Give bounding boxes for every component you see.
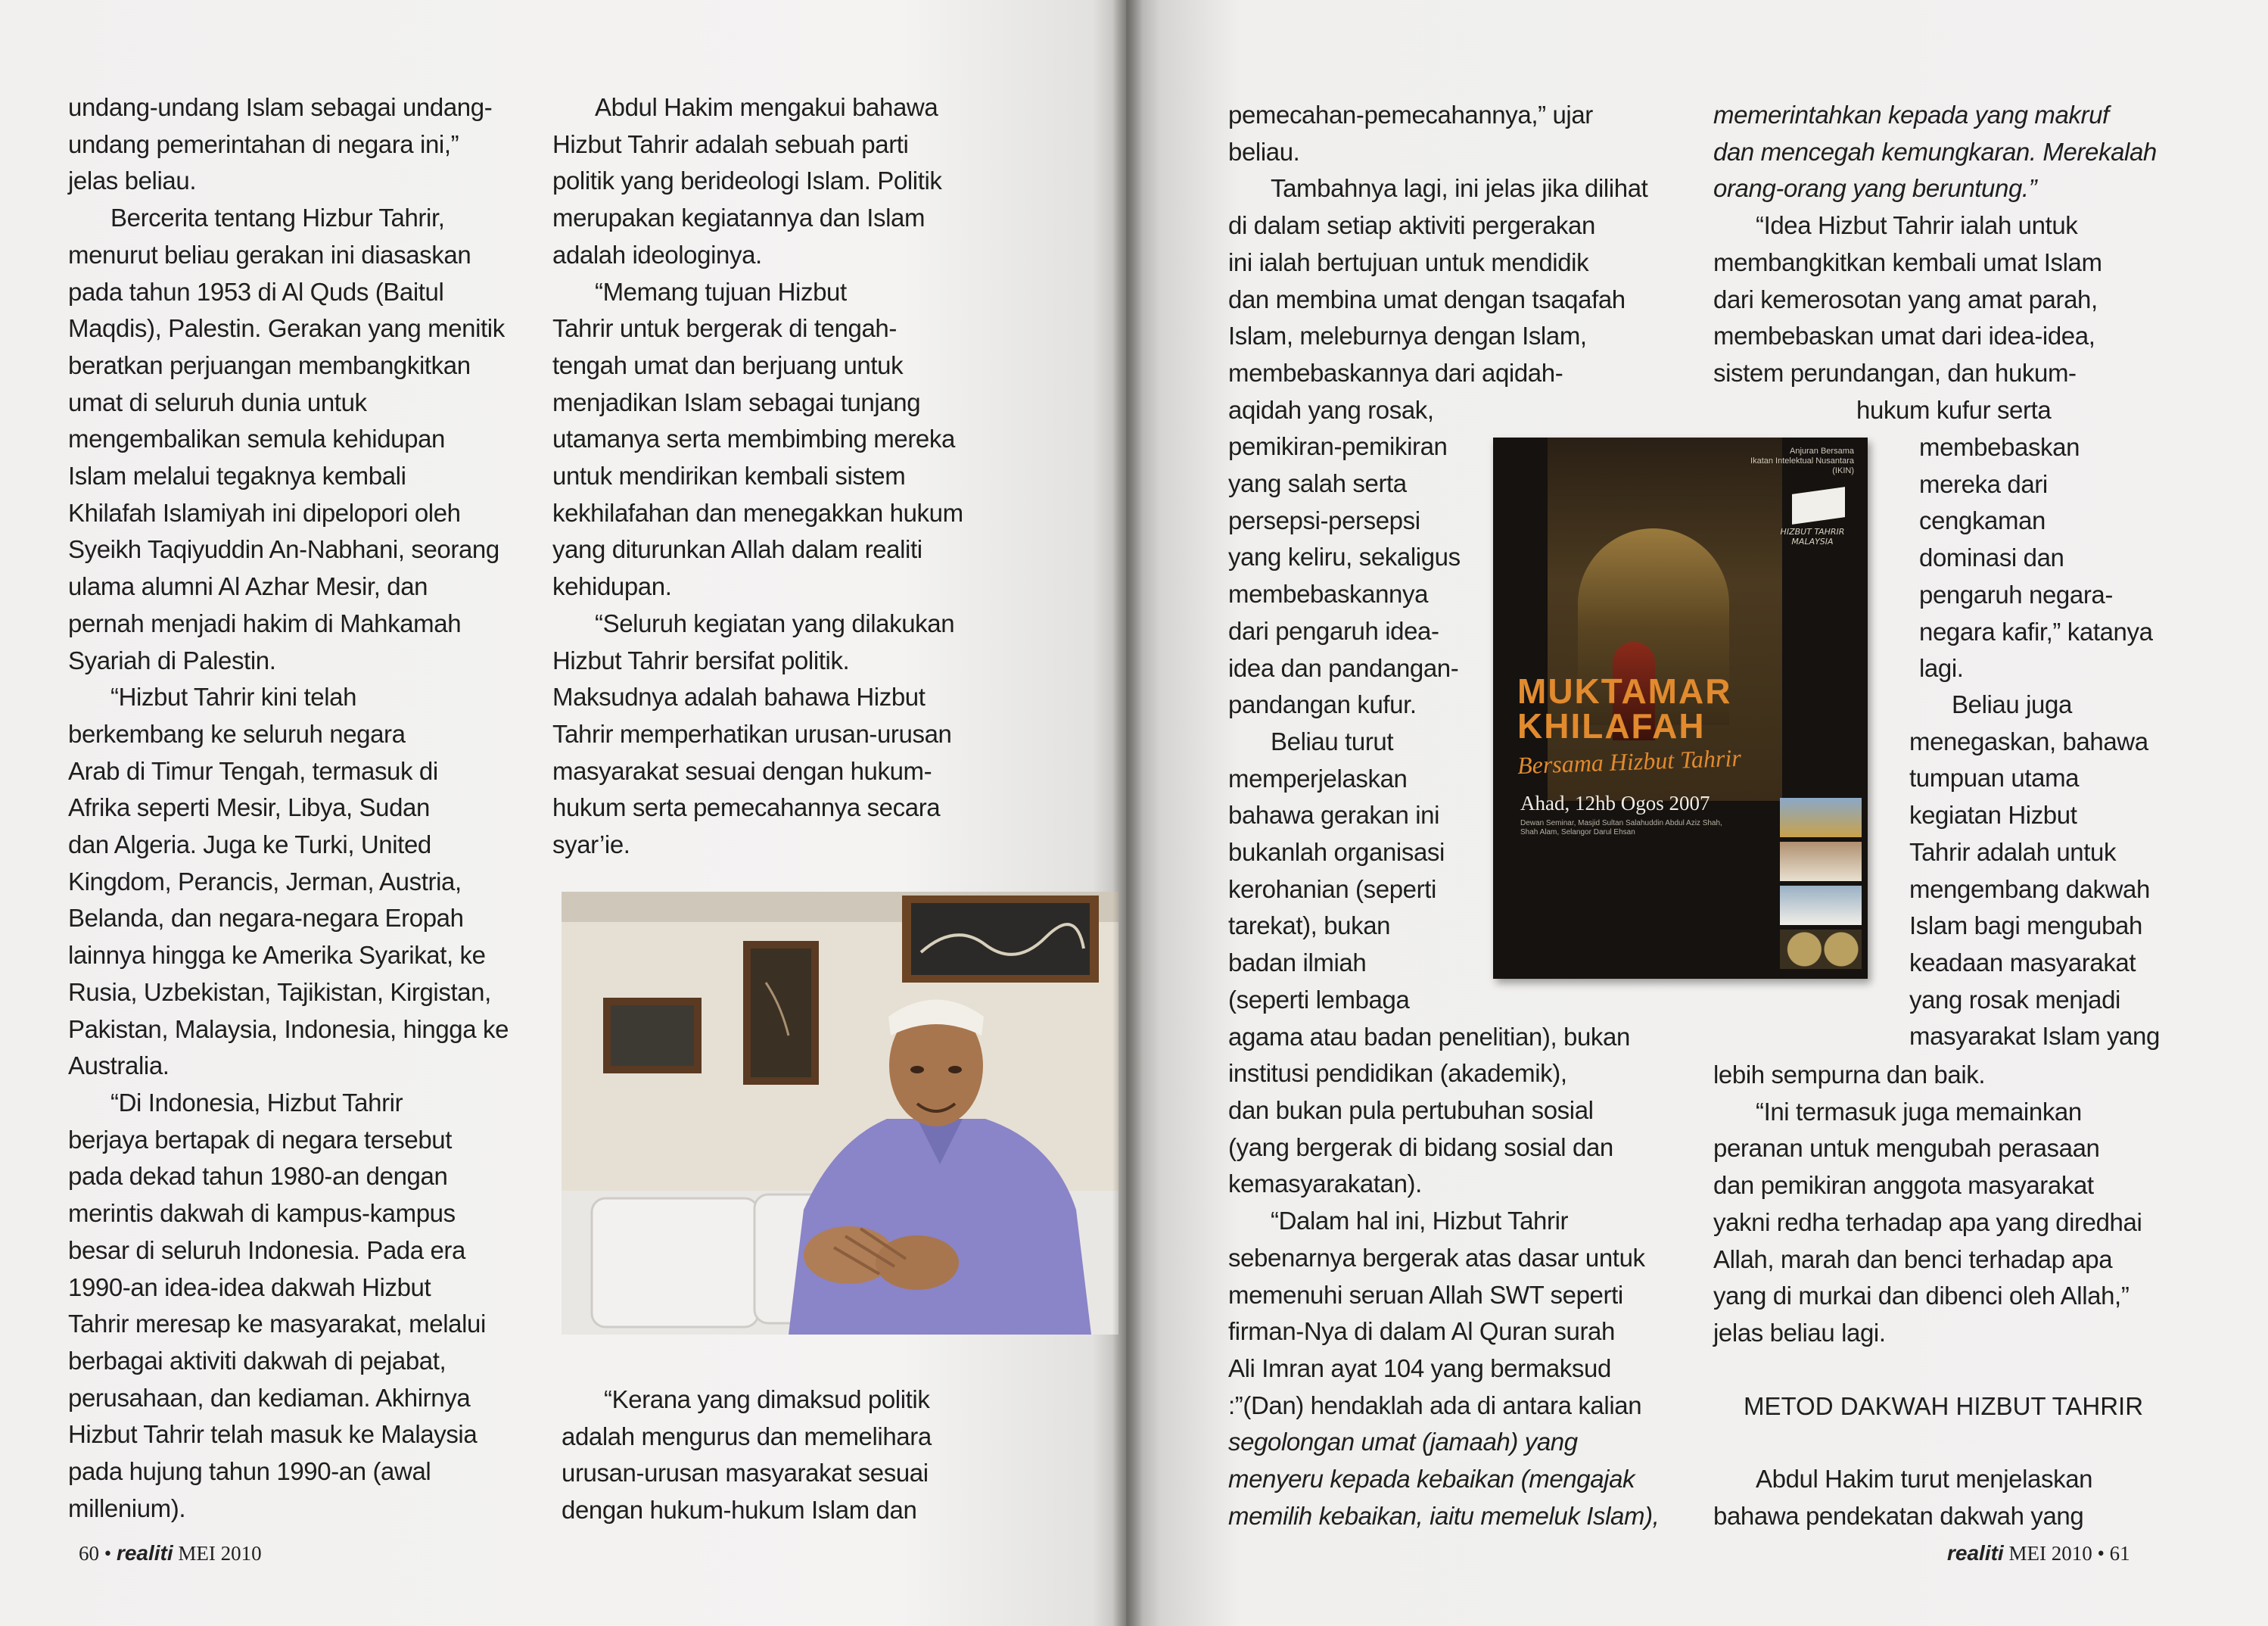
paragraph: undang-undang Islam sebagai undang- undang pemerintahan di negara ini,” jelas beliau.: [68, 93, 493, 195]
paragraph: “Memang tujuan Hizbut Tahrir untuk bergerak di tengah- tengah umat dan berjuang untuk menjadikan Islam sebagai tunjang utamanya serta membimbing mereka untuk mendirikan kembali sistem kekhilafahan dan menegakkan hukum yang diturunkan Allah dalam realiti kehidupan.: [552, 277, 963, 601]
paragraph: Beliau juga menegaskan, bahawa tumpuan utama kegiatan Hizbut Tahrir adalah untuk mengembang dakwah Islam bagi mengubah keadaan masyarakat yang rosak menjadi masyarakat Islam yang: [1909, 690, 2160, 1051]
right-column-4-wrap-b: [1919, 429, 2252, 687]
paragraph: “Ini termasuk juga memainkan peranan untuk mengubah perasaan dan pemikiran anggota masyarakat yakni redha terhadap apa yang diredhai Allah, marah dan benci terhadap apa yang di murkai dan dibenci oleh Allah,” jelas beliau lagi.: [1713, 1097, 2142, 1347]
left-folio: [79, 1541, 262, 1565]
quran-quote: memerintahkan kepada yang makruf dan mencegah kemungkaran. Merekalah orang-orang yang beruntung.”: [1713, 101, 2157, 203]
right-column-4-wrap-a: [1856, 392, 2204, 429]
paragraph: Bercerita tentang Hizbur Tahrir, menurut beliau gerakan ini diasaskan pada tahun 1953 di Al Quds (Baitul Maqdis), Palestin. Gerakan yang menitik beratkan perjuangan membangkitkan umat di seluruh dunia untuk mengembalikan semula kehidupan Islam melalui tegaknya kembali Khilafah Islamiyah ini dipelopori oleh Syeikh Taqiyuddin An-Nabhani, seorang ulama alumni Al Azhar Mesir, dan pernah menjadi hakim di Mahkamah Syariah di Palestin.: [68, 204, 505, 674]
left-page: [0, 0, 1126, 1626]
magazine-brand: realiti: [116, 1541, 173, 1565]
page-number: 60: [79, 1542, 99, 1565]
book-gutter: [1112, 0, 1143, 1626]
paragraph: Abdul Hakim mengakui bahawa Hizbut Tahrir adalah sebuah parti politik yang berideologi Islam. Politik merupakan kegiatannya dan Islam adalah ideologinya.: [552, 93, 942, 269]
paragraph: lebih sempurna dan baik.: [1713, 1061, 1986, 1089]
poster-org-name: HIZBUT TAHRIR MALAYSIA: [1780, 527, 1845, 547]
quran-quote: segolongan umat (jamaah) yang menyeru kepada kebaikan (mengajak memilih kebaikan, iaitu memeluk Islam),: [1228, 1428, 1660, 1530]
poster-thumbnails: [1780, 798, 1862, 973]
section-heading: METOD DAKWAH HIZBUT TAHRIR: [1744, 1391, 2144, 1420]
paragraph: “Idea Hizbut Tahrir ialah untuk membangkitkan kembali umat Islam dari kemerosotan yang amat parah, membebaskan umat dari idea-idea, sistem perundangan, dan hukum-: [1713, 211, 2102, 387]
poster-date: Ahad, 12hb Ogos 2007: [1520, 792, 1710, 815]
paragraph: hukum kufur serta: [1856, 396, 2052, 424]
right-column-4-wrap-c: [1909, 687, 2257, 1055]
paragraph: membebaskan mereka dari cengkaman dominasi dan pengaruh negara- negara kafir,” katanya lagi.: [1919, 433, 2153, 683]
poster-venue: Dewan Seminar, Masjid Sultan Salahuddin Abdul Aziz Shah, Shah Alam, Selangor Darul Ehsan: [1520, 819, 1722, 836]
thumbnail-image: [1780, 798, 1862, 837]
paragraph: “Kerana yang dimaksud politik adalah mengurus dan memelihara urusan-urusan masyarakat sesuai dengan hukum-hukum Islam dan: [562, 1385, 932, 1525]
paragraph: Tambahnya lagi, ini jelas jika dilihat di dalam setiap aktiviti pergerakan ini ialah bertujuan untuk mendidik dan membina umat dengan tsaqafah Islam, meleburnya dengan Islam, membebaskannya dari aqidah- aqidah yang rosak, pemikiran-pemikiran yang salah serta persepsi-persepsi yang keliru, sekaligus membebaskannya dari pengaruh idea- idea dan pandangan- pandangan kufur.: [1228, 174, 1648, 719]
folio-separator: •: [2097, 1542, 2105, 1565]
paragraph: Beliau turut memperjelaskan bahawa gerakan ini bukanlah organisasi kerohanian (seperti tarekat), bukan badan ilmiah (seperti lembaga agama atau badan penelitian), bukan institusi pendidikan (akademik), dan bukan pula pertubuhan sosial (yang bergerak di bidang sosial dan kemasyarakatan).: [1228, 727, 1630, 1198]
left-column-2: [552, 89, 1082, 864]
issue-date: MEI 2010: [178, 1542, 262, 1565]
paragraph: “Di Indonesia, Hizbut Tahrir berjaya bertapak di negara tersebut pada dekad tahun 1980-an dengan merintis dakwah di kampus-kampus besar di seluruh Indonesia. Pada era 1990-an idea-idea dakwah Hizbut Tahrir meresap ke masyarakat, melalui berbagai aktiviti dakwah di pejabat, perusahaan, dan kediaman. Akhirnya Hizbut Tahrir telah masuk ke Malaysia pada hujung tahun 1990-an (awal millenium).: [68, 1088, 486, 1522]
left-column-1: [68, 89, 552, 1527]
right-folio: [1947, 1541, 2130, 1565]
poster-organizer: Anjuran Bersama Ikatan Intelektual Nusantara (IKIN): [1750, 447, 1854, 475]
flag-icon: [1792, 487, 1845, 525]
poster-subtitle: Bersama Hizbut Tahrir: [1517, 743, 1742, 780]
poster-title-line2: KHILAFAH: [1517, 706, 1706, 746]
paragraph: Abdul Hakim turut menjelaskan bahawa pendekatan dakwah yang: [1713, 1465, 2093, 1531]
issue-date: MEI 2010: [2008, 1542, 2092, 1565]
poster-title-line1: MUKTAMAR: [1517, 671, 1732, 711]
right-column-4-bottom: [1713, 1057, 2243, 1535]
thumbnail-image: [1780, 886, 1862, 925]
paragraph: “Seluruh kegiatan yang dilakukan Hizbut Tahrir bersifat politik. Maksudnya adalah bahawa Hizbut Tahrir memperhatikan urusan-urusan masyarakat sesuai dengan hukum- hukum serta pemecahannya secara syar’ie.: [552, 609, 955, 859]
event-poster: [1493, 438, 1868, 979]
left-column-2-bottom: [562, 1381, 1106, 1529]
thumbnail-image: [1780, 842, 1862, 881]
right-column-4: [1713, 97, 2243, 392]
paragraph: pemecahan-pemecahannya,” ujar beliau.: [1228, 101, 1593, 166]
page-number: 61: [2109, 1542, 2130, 1565]
interview-photo: [562, 892, 1118, 1335]
thumbnail-image: [1780, 930, 1862, 969]
paragraph: “Hizbut Tahrir kini telah berkembang ke seluruh negara Arab di Timur Tengah, termasuk di Afrika seperti Mesir, Libya, Sudan dan Algeria. Juga ke Turki, United Kingdom, Perancis, Jerman, Austria, Belanda, dan negara-negara Eropah lainnya hingga ke Amerika Syarikat, ke Rusia, Uzbekistan, Tajikistan, Kirgistan, Pakistan, Malaysia, Indonesia, hingga ke Australia.: [68, 683, 509, 1080]
person-photo-icon: [562, 892, 1118, 1335]
folio-separator: •: [104, 1542, 112, 1565]
magazine-brand: realiti: [1947, 1541, 2004, 1565]
paragraph: “Dalam hal ini, Hizbut Tahrir sebenarnya bergerak atas dasar untuk memenuhi seruan Allah SWT seperti firman-Nya di dalam Al Quran surah Ali Imran ayat 104 yang bermaksud :”(Dan) hendaklah ada di antara kalian: [1228, 1207, 1645, 1419]
